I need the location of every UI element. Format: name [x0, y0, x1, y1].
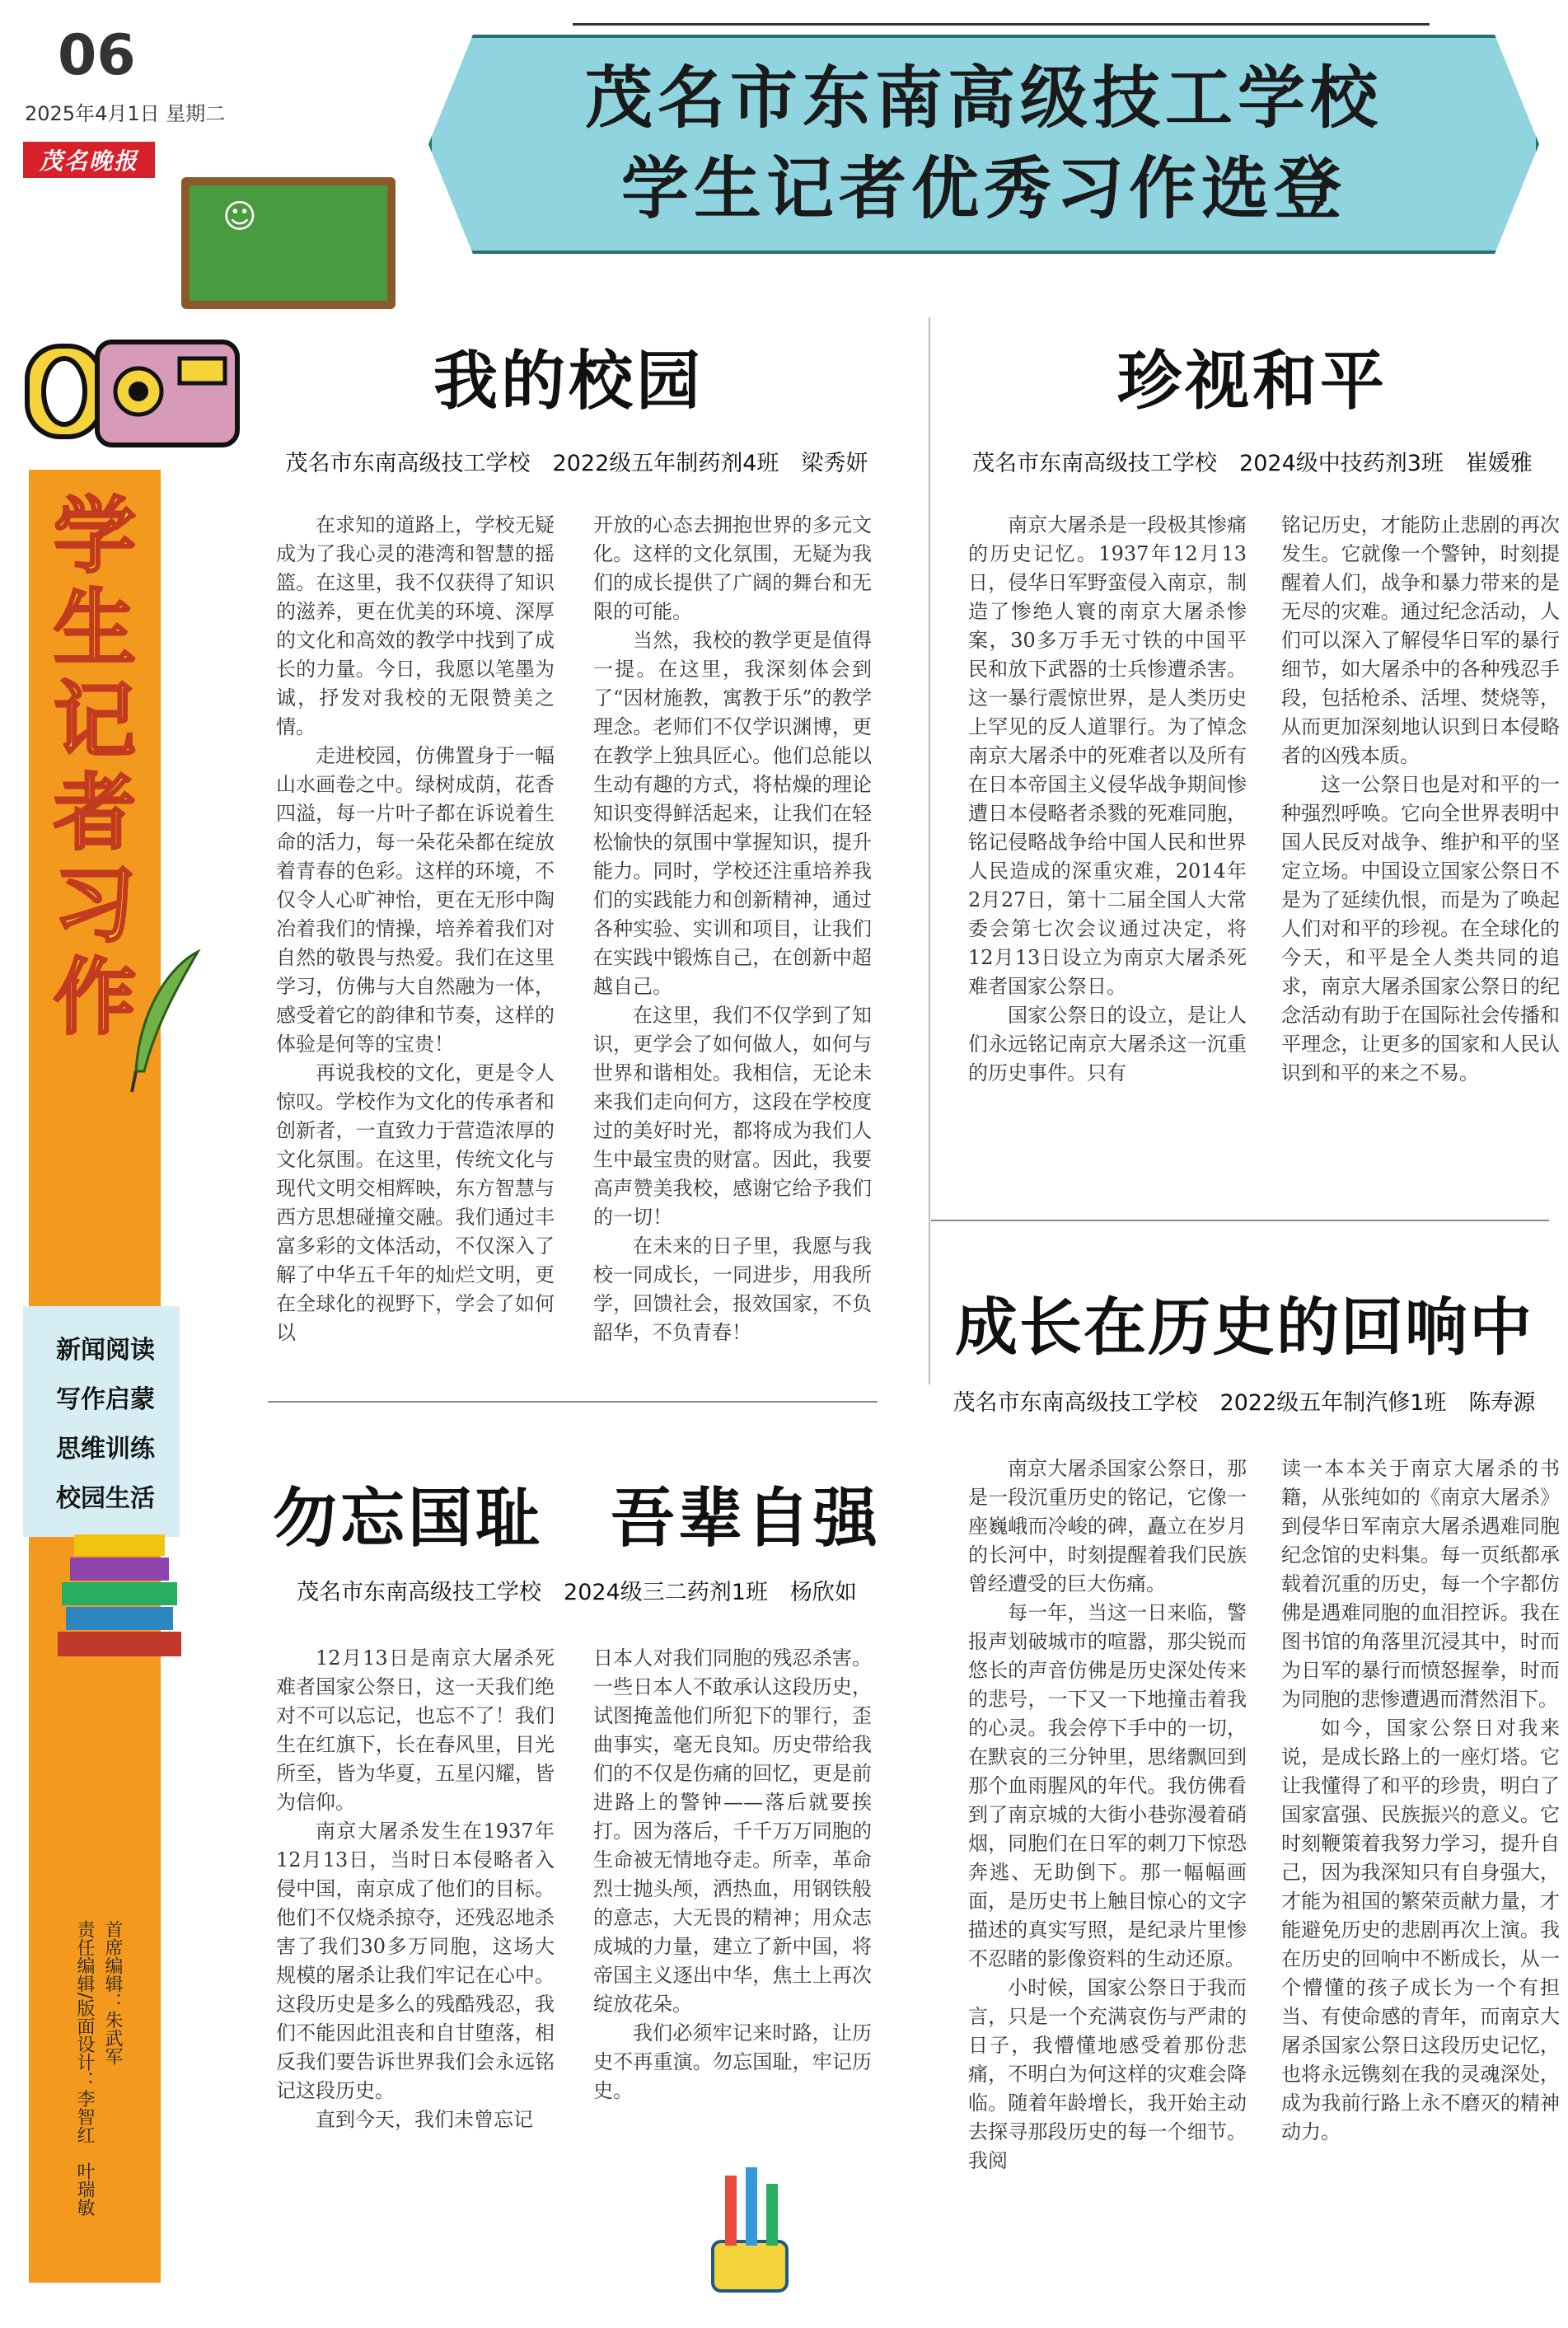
article-shame-title: 勿忘国耻 吾辈自强	[272, 1482, 881, 1556]
divider	[268, 1401, 878, 1403]
paragraph: 南京大屠杀国家公祭日，那是一段沉重历史的铭记，它像一座巍峨而冷峻的碑，矗立在岁月的长河中，时刻提醒着我们民族曾经遭受的巨大伤痛。	[968, 1457, 1247, 1595]
article-growth-title: 成长在历史的回响中	[955, 1290, 1533, 1364]
article-campus-title: 我的校园	[433, 344, 704, 419]
responsible-editor: 责任编辑/版面设计：李智红 叶瑞敏	[74, 1920, 95, 2217]
paragraph: 这一公祭日也是对和平的一种强烈呼唤。它向全世界表明中国人民反对战争、维护和平的坚定立场。中国设立国家公祭日不是为了延续仇恨，而是为了唤起人们对和平的珍视。在全球化的今天，和平是全人类共同的追求，南京大屠杀国家公祭日的纪念活动有助于在国际社会传播和平理念，让更多的国家和人民认识到和平的来之不易。	[1281, 773, 1560, 1084]
section-menu	[23, 1306, 180, 1537]
column-divider	[929, 317, 930, 1384]
paragraph: 12月13日是南京大屠杀死难者国家公祭日，这一天我们绝对不可以忘记，也忘不了！我们生在红旗下，长在春风里，目光所至，皆为华夏，五星闪耀，皆为信仰。	[276, 1646, 555, 1814]
article-growth-col2	[1281, 1454, 1560, 2147]
pencils-illustration	[700, 2159, 799, 2299]
section-thinking: 思维训练	[56, 1435, 155, 1464]
paragraph: 当然，我校的教学更是值得一提。在这里，我深刻体会到了“因材施教，寓教于乐”的教学理念。老师们不仅学识渊博，更在教学上独具匠心。他们总能以生动有趣的方式，将枯燥的理论知识变得鲜活起来，让我们在轻松愉快的氛围中掌握知识，提升能力。同时，学校还注重培养我们的实践能力和创新精神，通过各种实验、实训和项目，让我们在实践中锻炼自己，在创新中超越自己。	[593, 629, 872, 998]
paragraph: 读一本本关于南京大屠杀的书籍，从张纯如的《南京大屠杀》到侵华日军南京大屠杀遇难同胞纪念馆的史料集。每一页纸都承载着沉重的历史，每一个字都仿佛是遇难同胞的血泪控诉。我在图书馆的角落里沉浸其中，时而为日军的暴行而愤怒握拳，时而为同胞的悲惨遭遇而潸然泪下。	[1281, 1457, 1560, 1711]
banner	[428, 35, 1539, 254]
article-campus-col2	[593, 511, 872, 1347]
editor-credits	[70, 1920, 126, 2266]
paragraph: 日本人对我们同胞的残忍杀害。一些日本人不敢承认这段历史，试图掩盖他们所犯下的罪行，歪曲事实，毫无良知。历史带给我们的不仅是伤痛的回忆，更是前进路上的警钟——落后就要挨打。因为落后，千千万万同胞的生命被无情地夺走。所幸，革命烈士抛头颅，洒热血，用钢铁般的意志，大无畏的精神；用众志成城的力量，建立了新中国，将帝国主义逐出中华，焦土上再次绽放花朵。	[593, 1646, 872, 2016]
paragraph: 铭记历史，才能防止悲剧的再次发生。它就像一个警钟，时刻提醒着人们，战争和暴力带来的是无尽的灾难。通过纪念活动，人们可以深入了解侵华日军的暴行细节，如大屠杀中的各种残忍手段，包括枪杀、活埋、焚烧等，从而更加深刻地认识到日本侵略者的凶残本质。	[1281, 513, 1560, 767]
camera-illustration	[23, 330, 246, 453]
section-campus-life: 校园生活	[56, 1484, 155, 1513]
article-peace-byline: 茂名市东南高级技工学校 2024级中技药剂3班 崔媛雅	[972, 451, 1533, 476]
paragraph: 南京大屠杀发生在1937年12月13日，当时日本侵略者入侵中国，南京成了他们的目标。他们不仅烧杀掠夺，还残忍地杀害了我们30多万同胞，这场大规模的屠杀让我们牢记在心中。这段历史是多么的残酷残忍，我们不能因此沮丧和自甘堕落，相反我们要告诉世界我们会永远铭记这段历史。	[276, 1820, 555, 2102]
article-peace-col1	[968, 511, 1247, 1088]
article-peace-title: 珍视和平	[1116, 344, 1388, 419]
chief-editor: 首席编辑：朱武军	[102, 1920, 123, 2065]
chalkboard-illustration	[181, 177, 396, 309]
article-campus-col1	[276, 511, 555, 1347]
paragraph: 如今，国家公祭日对我来说，是成长路上的一座灯塔。它让我懂得了和平的珍贵，明白了国家富强、民族振兴的意义。它时刻鞭策着我努力学习，提升自己，因为我深知只有自身强大，才能为祖国的繁荣贡献力量，才能避免历史的悲剧再次上演。我在历史的回响中不断成长，从一个懵懂的孩子成长为一个有担当、有使命感的青年，而南京大屠杀国家公祭日这段历史记忆，也将永远镌刻在我的灵魂深处，成为我前行路上永不磨灭的精神动力。	[1281, 1717, 1560, 2143]
banner-title-line1: 茂名市东南高级技工学校	[584, 59, 1383, 138]
paragraph: 国家公祭日的设立，是让人们永远铭记南京大屠杀这一沉重的历史事件。只有	[968, 1004, 1247, 1084]
newspaper-logo: 茂名晚报	[23, 142, 155, 178]
paragraph: 走进校园，仿佛置身于一幅山水画卷之中。绿树成荫，花香四溢，每一片叶子都在诉说着生命的活力，每一朵花朵都在绽放着青春的色彩。这样的环境，不仅令人心旷神怡，更在无形中陶冶着我们的情操，培养着我们对自然的敬畏与热爱。我们在这里学习，仿佛与大自然融为一体，感受着它的韵律和节奏，这样的体验是何等的宝贵！	[276, 744, 555, 1056]
page-number: 06	[58, 23, 136, 88]
article-campus-byline: 茂名市东南高级技工学校 2022级五年制药剂4班 梁秀妍	[285, 451, 868, 476]
paragraph: 南京大屠杀是一段极其惨痛的历史记忆。1937年12月13日，侵华日军野蛮侵入南京，制造了惨绝人寰的南京大屠杀惨案，30多万手无寸铁的中国平民和放下武器的士兵惨遭杀害。这一暴行震惊世界，是人类历史上罕见的反人道罪行。为了悼念南京大屠杀中的死难者以及所有在日本帝国主义侵华战争期间惨遭日本侵略者杀戮的死难同胞，铭记侵略战争给中国人民和世界人民造成的深重灾难，2014年2月27日，第十二届全国人大常委会第七次会议通过决定，将12月13日设立为南京大屠杀死难者国家公祭日。	[968, 513, 1247, 998]
banner-title-line2: 学生记者优秀习作选登	[620, 150, 1346, 228]
top-rule	[573, 23, 1430, 26]
paragraph: 在求知的道路上，学校无疑成为了我心灵的港湾和智慧的摇篮。在这里，我不仅获得了知识的滋养，更在优美的环境、深厚的文化和高效的教学中找到了成长的力量。今日，我愿以笔墨为诚，抒发对我校的无限赞美之情。	[276, 513, 555, 738]
section-news-reading: 新闻阅读	[56, 1336, 155, 1365]
article-peace-col2	[1281, 511, 1560, 1088]
divider	[931, 1220, 1549, 1221]
paragraph: 在这里，我们不仅学到了知识，更学会了如何做人，如何与世界和谐相处。我相信，无论未来我们走向何方，这段在学校度过的美好时光，都将成为我们人生中最宝贵的财富。因此，我要高声赞美我校，感谢它给予我们的一切！	[593, 1004, 872, 1229]
sidebar-title: 学生记者习作	[54, 488, 136, 1046]
quill-pen-illustration	[124, 948, 206, 1096]
paragraph: 在未来的日子里，我愿与我校一同成长，一同进步，用我所学，回馈社会，报效国家，不负韶华，不负青春！	[593, 1234, 872, 1344]
books-illustration	[49, 1516, 190, 1665]
article-shame-col2	[593, 1644, 872, 2106]
article-growth-col1	[968, 1454, 1247, 2176]
article-growth-byline: 茂名市东南高级技工学校 2022级五年制汽修1班 陈寿源	[953, 1390, 1536, 1416]
paragraph: 再说我校的文化，更是令人惊叹。学校作为文化的传承者和创新者，一直致力于营造浓厚的文化氛围。在这里，传统文化与现代文明交相辉映，东方智慧与西方思想碰撞交融。我们通过丰富多彩的文体活动，不仅深入了解了中华五千年的灿烂文明，更在全球化的视野下，学会了如何以	[276, 1061, 555, 1344]
paragraph: 我们必须牢记来时路，让历史不再重演。勿忘国耻，牢记历史。	[593, 2021, 872, 2102]
paragraph: 开放的心态去拥抱世界的多元文化。这样的文化氛围，无疑为我们的成长提供了广阔的舞台和无限的可能。	[593, 513, 872, 623]
paragraph: 小时候，国家公祭日于我而言，只是一个充满哀伤与严肃的日子，我懵懂地感受着那份悲痛，不明白为何这样的灾难会降临。随着年龄增长，我开始主动去探寻那段历史的每一个细节。我阅	[968, 1976, 1247, 2172]
smiley-icon: ☺	[222, 198, 257, 236]
issue-date: 2025年4月1日 星期二	[25, 102, 226, 125]
article-shame-byline: 茂名市东南高级技工学校 2024级三二药剂1班 杨欣如	[297, 1580, 857, 1605]
paragraph: 直到今天，我们未曾忘记	[316, 2108, 533, 2131]
section-writing: 写作启蒙	[56, 1385, 155, 1414]
paragraph: 每一年，当这一日来临，警报声划破城市的喧嚣，那尖锐而悠长的声音仿佛是历史深处传来的悲号，一下又一下地撞击着我的心灵。我会停下手中的一切，在默哀的三分钟里，思绪飘回到那个血雨腥风的年代。我仿佛看到了南京城的大街小巷弥漫着硝烟，同胞们在日军的刺刀下惊恐奔逃、无助倒下。那一幅幅画面，是历史书上触目惊心的文字描述的真实写照，是纪录片里惨不忍睹的影像资料的生动还原。	[968, 1601, 1247, 1970]
article-shame-col1	[276, 1644, 555, 2134]
